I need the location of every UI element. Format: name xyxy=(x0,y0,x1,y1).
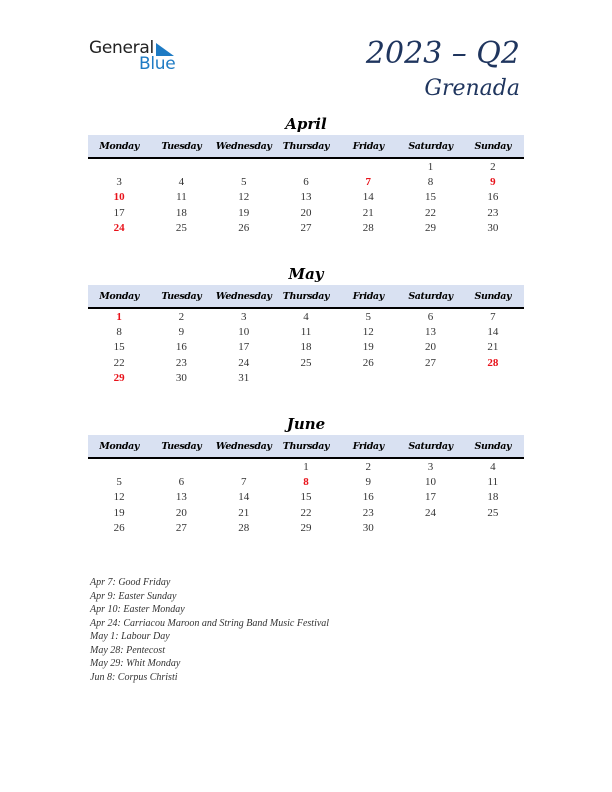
holiday-note: Apr 24: Carriacou Maroon and String Band Music Festival xyxy=(90,617,330,629)
weekday-label: Wednesday xyxy=(215,140,272,152)
day-cell: 5 xyxy=(240,175,247,188)
day-cell: 11 xyxy=(176,191,187,204)
holiday-note: Apr 9: Easter Sunday xyxy=(90,590,177,602)
day-cell: 14 xyxy=(487,325,499,338)
day-cell: 3 xyxy=(240,310,247,323)
day-cell: 23 xyxy=(175,356,187,369)
day-cell: 17 xyxy=(113,206,125,219)
holiday-day: 28 xyxy=(487,356,499,369)
day-cell: 3 xyxy=(427,460,434,473)
day-cell: 13 xyxy=(300,191,312,204)
weekday-label: Thursday xyxy=(282,290,330,302)
day-cell: 12 xyxy=(113,491,125,504)
weekday-label: Monday xyxy=(99,440,139,452)
day-cell: 25 xyxy=(300,356,312,369)
day-cell: 2 xyxy=(365,460,372,473)
day-cell: 11 xyxy=(300,325,312,338)
weekday-label: Saturday xyxy=(408,140,453,152)
day-cell: 21 xyxy=(238,506,250,519)
day-cell: 15 xyxy=(113,341,125,354)
month-june xyxy=(88,415,524,535)
weekday-label: Monday xyxy=(99,290,139,302)
weekday-label: Sunday xyxy=(474,290,512,302)
day-cell: 24 xyxy=(425,506,437,519)
day-cell: 5 xyxy=(365,310,372,323)
day-cell: 17 xyxy=(425,491,437,504)
month-title: June xyxy=(286,415,326,433)
weekday-header xyxy=(88,285,524,309)
day-cell: 4 xyxy=(490,460,496,473)
day-cell: 28 xyxy=(362,221,374,234)
holiday-day: 9 xyxy=(490,175,496,188)
logo xyxy=(89,40,175,73)
week-row xyxy=(88,220,524,235)
weekday-label: Tuesday xyxy=(161,440,202,452)
day-cell: 13 xyxy=(425,325,437,338)
holiday-note: Apr 10: Easter Monday xyxy=(90,604,185,615)
day-cell: 6 xyxy=(303,175,309,188)
day-cell: 25 xyxy=(487,506,499,519)
day-cell: 7 xyxy=(490,310,496,323)
day-cell: 27 xyxy=(300,221,312,234)
weekday-label: Saturday xyxy=(408,440,453,452)
week-row xyxy=(88,459,524,474)
day-cell: 30 xyxy=(175,371,187,384)
weekday-label: Sunday xyxy=(474,440,512,452)
month-title: April xyxy=(285,115,327,133)
day-cell: 29 xyxy=(425,221,437,234)
day-cell: 23 xyxy=(362,506,374,519)
day-cell: 18 xyxy=(175,206,187,219)
day-cell: 28 xyxy=(238,521,250,534)
day-cell: 20 xyxy=(175,506,187,519)
day-cell: 10 xyxy=(425,475,437,488)
week-row xyxy=(88,190,524,205)
day-cell: 2 xyxy=(178,310,185,323)
weekday-label: Saturday xyxy=(408,290,453,302)
weekday-label: Wednesday xyxy=(215,290,272,302)
day-cell: 20 xyxy=(425,341,437,354)
day-cell: 10 xyxy=(238,325,250,338)
day-cell: 29 xyxy=(300,521,312,534)
day-cell: 15 xyxy=(425,191,437,204)
holiday-note: Jun 8: Corpus Christi xyxy=(90,671,178,683)
week-row xyxy=(88,355,524,370)
week-row xyxy=(88,340,524,355)
month-april xyxy=(88,115,524,235)
week-row xyxy=(88,370,524,385)
week-row xyxy=(88,159,524,174)
holiday-day: 10 xyxy=(113,191,125,204)
day-cell: 18 xyxy=(300,341,312,354)
logo-triangle-icon xyxy=(156,43,174,56)
weekday-label: Wednesday xyxy=(215,440,272,452)
weekday-label: Tuesday xyxy=(161,140,202,152)
day-cell: 16 xyxy=(487,191,499,204)
day-cell: 30 xyxy=(362,521,374,534)
day-cell: 21 xyxy=(362,206,374,219)
holiday-notes xyxy=(90,576,330,684)
week-row xyxy=(88,520,524,535)
page-title: 2023 – Q2 xyxy=(365,36,520,71)
week-row xyxy=(88,490,524,505)
week-row xyxy=(88,205,524,220)
holiday-day: 24 xyxy=(113,221,125,234)
holiday-day: 1 xyxy=(116,310,122,323)
day-cell: 22 xyxy=(425,206,437,219)
weekday-label: Friday xyxy=(352,440,384,452)
weekday-label: Tuesday xyxy=(161,290,202,302)
day-cell: 20 xyxy=(300,206,312,219)
day-cell: 3 xyxy=(116,175,122,188)
day-cell: 19 xyxy=(362,341,374,354)
day-cell: 22 xyxy=(300,506,312,519)
day-cell: 17 xyxy=(238,341,250,354)
day-cell: 14 xyxy=(238,491,250,504)
day-cell: 6 xyxy=(178,475,185,488)
month-title: May xyxy=(288,265,324,283)
day-cell: 9 xyxy=(365,475,372,488)
week-row xyxy=(88,505,524,520)
weekday-label: Friday xyxy=(352,140,384,152)
day-cell: 7 xyxy=(240,475,247,488)
day-cell: 19 xyxy=(238,206,250,219)
day-cell: 8 xyxy=(116,325,122,338)
day-cell: 25 xyxy=(175,221,187,234)
weekday-label: Friday xyxy=(352,290,384,302)
day-cell: 27 xyxy=(425,356,437,369)
day-cell: 12 xyxy=(238,191,250,204)
weekday-header xyxy=(88,135,524,159)
country-name: Grenada xyxy=(424,76,520,101)
month-may xyxy=(88,265,524,385)
week-row xyxy=(88,474,524,489)
weekday-label: Monday xyxy=(99,140,139,152)
day-cell: 26 xyxy=(113,521,125,534)
week-row xyxy=(88,309,524,324)
holiday-day: 7 xyxy=(365,175,372,188)
logo-general: General xyxy=(89,38,154,58)
week-row xyxy=(88,174,524,189)
day-cell: 8 xyxy=(427,175,434,188)
day-cell: 26 xyxy=(362,356,374,369)
holiday-day: 8 xyxy=(303,475,309,488)
day-cell: 23 xyxy=(487,206,499,219)
weekday-label: Thursday xyxy=(282,440,330,452)
day-cell: 4 xyxy=(178,175,185,188)
day-cell: 16 xyxy=(362,491,374,504)
day-cell: 31 xyxy=(238,371,250,384)
day-cell: 18 xyxy=(487,491,499,504)
weekday-header xyxy=(88,435,524,459)
day-cell: 19 xyxy=(113,506,125,519)
day-cell: 12 xyxy=(362,325,374,338)
day-cell: 21 xyxy=(487,341,499,354)
day-cell: 22 xyxy=(113,356,125,369)
day-cell: 1 xyxy=(427,160,434,173)
day-cell: 30 xyxy=(487,221,499,234)
day-cell: 4 xyxy=(303,310,309,323)
day-cell: 13 xyxy=(175,491,187,504)
holiday-note: May 1: Labour Day xyxy=(90,631,170,642)
weekday-label: Sunday xyxy=(474,140,512,152)
holiday-day: 29 xyxy=(113,371,125,384)
day-cell: 15 xyxy=(300,491,312,504)
day-cell: 24 xyxy=(238,356,250,369)
day-cell: 5 xyxy=(116,475,122,488)
week-row xyxy=(88,324,524,339)
day-cell: 14 xyxy=(362,191,374,204)
day-cell: 9 xyxy=(178,325,185,338)
day-cell: 27 xyxy=(175,521,187,534)
day-cell: 16 xyxy=(175,341,187,354)
holiday-note: May 28: Pentecost xyxy=(90,644,165,656)
holiday-note: Apr 7: Good Friday xyxy=(90,577,171,588)
day-cell: 6 xyxy=(427,310,434,323)
weekday-label: Thursday xyxy=(282,140,330,152)
day-cell: 2 xyxy=(490,160,496,173)
day-cell: 11 xyxy=(487,475,499,488)
day-cell: 1 xyxy=(303,460,309,473)
logo-blue: Blue xyxy=(139,54,176,74)
day-cell: 26 xyxy=(238,221,250,234)
holiday-note: May 29: Whit Monday xyxy=(90,658,181,669)
